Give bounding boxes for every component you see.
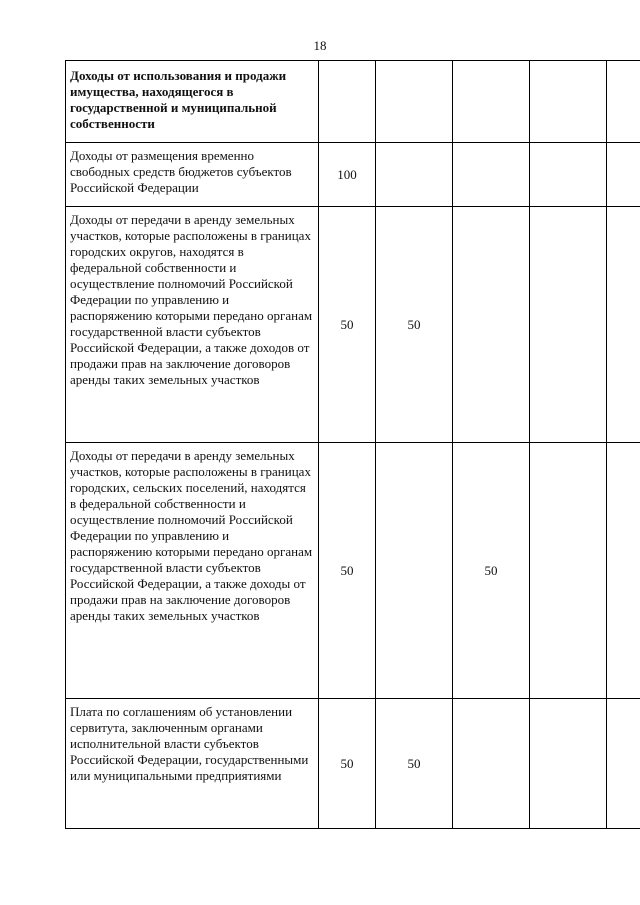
value-cell: 50 <box>319 443 376 699</box>
value-cell <box>607 143 640 207</box>
value-cell: 50 <box>376 699 453 829</box>
value-cell <box>530 61 607 143</box>
value-cell <box>530 143 607 207</box>
value-cell <box>530 443 607 699</box>
row-label-cell: Доходы от передачи в аренду земельных участков, которые расположены в границах городских, сельских поселений, находятся в федеральной собственности и осуществление полномочий Российской Федерации по управлению и распоряжению которыми передано органам государственной власти субъектов Российской Федерации, а также доходы от продажи прав на заключение договоров аренды таких земельных участков <box>66 443 319 699</box>
table-row <box>66 207 640 443</box>
row-label-cell: Доходы от размещения временно свободных средств бюджетов субъектов Российской Федерации <box>66 143 319 207</box>
value-cell <box>607 207 640 443</box>
value-cell <box>319 61 376 143</box>
row-label-cell: Доходы от передачи в аренду земельных участков, которые расположены в границах городских округов, находятся в федеральной собственности и осуществление полномочий Российской Федерации по управлению и распоряжению которыми передано органам государственной власти субъектов Российской Федерации, а также доходов от продажи прав на заключение договоров аренды таких земельных участков <box>66 207 319 443</box>
row-label-cell: Плата по соглашениям об установлении сервитута, заключенным органами исполнительной власти субъектов Российской Федерации, государственными или муниципальными предприятиями <box>66 699 319 829</box>
value-cell: 50 <box>319 699 376 829</box>
page-number: 18 <box>313 38 327 53</box>
value-cell: 50 <box>319 207 376 443</box>
value-cell <box>607 61 640 143</box>
value-cell: 50 <box>376 207 453 443</box>
value-cell <box>376 61 453 143</box>
value-cell <box>607 699 640 829</box>
row-label-cell: Доходы от использования и продажи имущества, находящегося в государственной и муниципальной собственности <box>66 61 319 143</box>
table-row-section-heading <box>66 61 640 143</box>
value-cell <box>453 61 530 143</box>
value-cell <box>530 699 607 829</box>
table-row <box>66 143 640 207</box>
value-cell <box>530 207 607 443</box>
value-cell <box>376 143 453 207</box>
value-cell <box>376 443 453 699</box>
value-cell <box>453 699 530 829</box>
revenue-table <box>65 60 640 829</box>
table-row <box>66 443 640 699</box>
value-cell: 50 <box>453 443 530 699</box>
value-cell <box>453 207 530 443</box>
table-row <box>66 699 640 829</box>
value-cell: 100 <box>319 143 376 207</box>
value-cell <box>453 143 530 207</box>
value-cell <box>607 443 640 699</box>
